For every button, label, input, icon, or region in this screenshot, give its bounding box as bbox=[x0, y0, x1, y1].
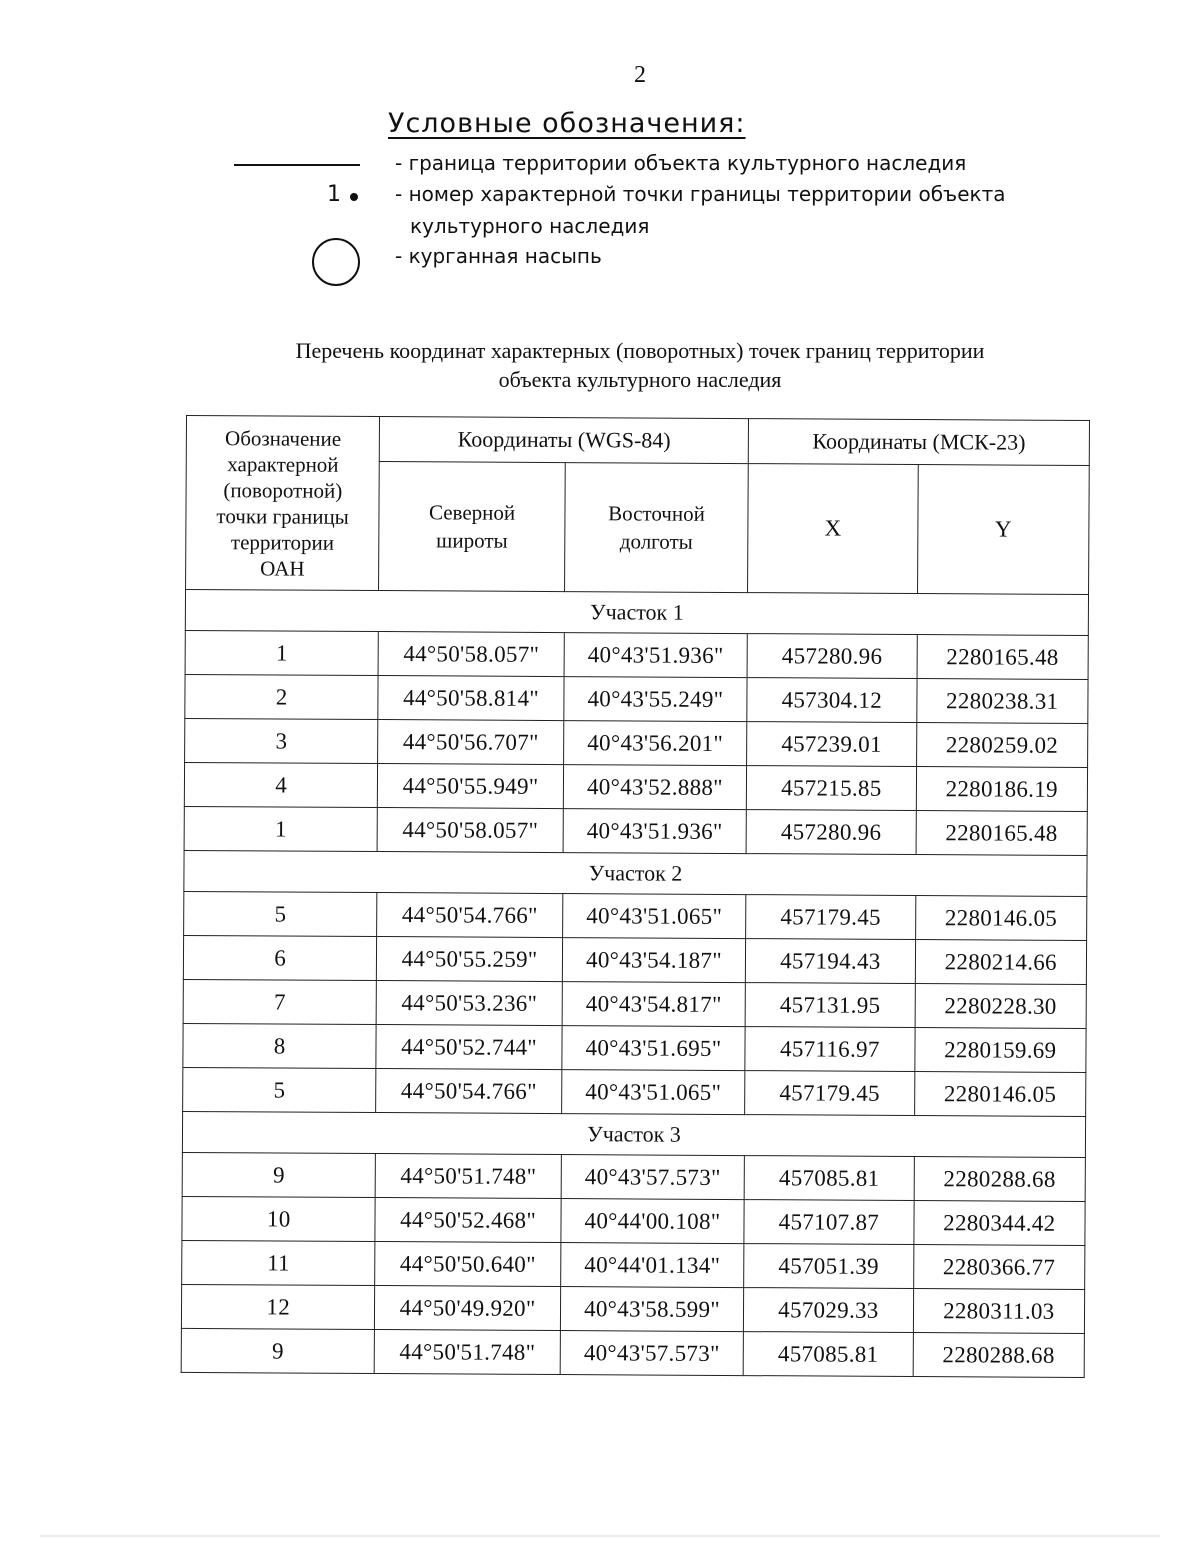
legend-text-point: - номер характерной точки границы территории объекта bbox=[395, 182, 1006, 206]
cell-y: 2280259.02 bbox=[916, 723, 1088, 768]
header-x: X bbox=[748, 464, 918, 594]
table-row bbox=[185, 674, 1088, 723]
cell-x: 457280.96 bbox=[747, 634, 917, 679]
scan-artifact bbox=[40, 1535, 1160, 1537]
cell-latitude: 44°50'58.814" bbox=[378, 676, 564, 721]
legend-item-point bbox=[230, 178, 1130, 238]
cell-latitude: 44°50'52.468" bbox=[375, 1198, 561, 1243]
legend-title: Условные обозначения: bbox=[388, 108, 746, 139]
cell-x: 457179.45 bbox=[746, 895, 916, 940]
cell-latitude: 44°50'54.766" bbox=[377, 893, 563, 938]
cell-x: 457029.33 bbox=[744, 1288, 914, 1333]
cell-point-number: 6 bbox=[183, 935, 377, 980]
cell-point-number: 5 bbox=[183, 1067, 377, 1112]
table-row bbox=[182, 1196, 1085, 1245]
table-row bbox=[183, 1023, 1086, 1072]
cell-latitude: 44°50'51.748" bbox=[375, 1330, 561, 1375]
cell-point-number: 12 bbox=[181, 1284, 375, 1329]
cell-longitude: 40°43'52.888" bbox=[563, 765, 747, 810]
cell-point-number: 3 bbox=[185, 718, 379, 763]
point-marker-label: 1 bbox=[327, 182, 341, 207]
cell-longitude: 40°43'51.065" bbox=[562, 894, 746, 939]
table-row bbox=[181, 1328, 1084, 1377]
caption-line-2: объекта культурного наследия bbox=[498, 367, 782, 392]
cell-x: 457107.87 bbox=[744, 1200, 914, 1245]
table-row bbox=[183, 935, 1086, 984]
cell-latitude: 44°50'58.057" bbox=[378, 632, 564, 677]
table-caption bbox=[180, 336, 1100, 394]
section-row bbox=[182, 1111, 1085, 1157]
header-longitude bbox=[564, 463, 748, 593]
cell-y: 2280288.68 bbox=[914, 1157, 1086, 1202]
cell-y: 2280238.31 bbox=[916, 679, 1088, 724]
cell-x: 457085.81 bbox=[744, 1156, 914, 1201]
cell-longitude: 40°43'51.936" bbox=[564, 633, 748, 678]
cell-point-number: 5 bbox=[184, 891, 378, 936]
cell-y: 2280165.48 bbox=[916, 811, 1088, 856]
cell-latitude: 44°50'55.259" bbox=[377, 937, 563, 982]
cell-longitude: 40°43'57.573" bbox=[561, 1155, 745, 1200]
legend-text-boundary: - граница территории объекта культурного наследия bbox=[395, 151, 967, 175]
point-marker-icon bbox=[230, 178, 370, 218]
section-title: Участок 3 bbox=[182, 1111, 1085, 1157]
legend-item-mound bbox=[230, 244, 1130, 284]
cell-y: 2280165.48 bbox=[917, 635, 1089, 680]
section-title: Участок 2 bbox=[184, 850, 1087, 896]
cell-y: 2280146.05 bbox=[915, 896, 1087, 941]
cell-x: 457304.12 bbox=[747, 678, 917, 723]
cell-y: 2280146.05 bbox=[914, 1072, 1086, 1117]
cell-x: 457239.01 bbox=[747, 722, 917, 767]
cell-longitude: 40°43'56.201" bbox=[563, 721, 747, 766]
cell-x: 457280.96 bbox=[746, 810, 916, 855]
cell-y: 2280186.19 bbox=[916, 767, 1088, 812]
cell-x: 457131.95 bbox=[745, 983, 915, 1028]
mound-circle-icon bbox=[230, 244, 370, 284]
header-point-label-line: Обозначение bbox=[225, 425, 342, 451]
cell-longitude: 40°44'00.108" bbox=[561, 1199, 745, 1244]
cell-longitude: 40°43'55.249" bbox=[564, 677, 748, 722]
header-point-label-line: территории bbox=[230, 529, 335, 555]
table-row bbox=[181, 1284, 1084, 1333]
cell-x: 457215.85 bbox=[747, 766, 917, 811]
cell-latitude: 44°50'55.949" bbox=[378, 764, 564, 809]
cell-y: 2280214.66 bbox=[915, 940, 1087, 985]
table-row bbox=[182, 1152, 1085, 1201]
cell-longitude: 40°43'51.695" bbox=[562, 1026, 746, 1071]
header-longitude-line: Восточной bbox=[608, 501, 705, 526]
section-row bbox=[184, 850, 1087, 896]
cell-longitude: 40°43'51.936" bbox=[563, 809, 747, 854]
cell-latitude: 44°50'52.744" bbox=[376, 1025, 562, 1070]
cell-longitude: 40°43'57.573" bbox=[560, 1331, 744, 1376]
cell-point-number: 9 bbox=[181, 1328, 375, 1373]
table-row bbox=[184, 806, 1087, 855]
table-row bbox=[184, 762, 1087, 811]
cell-point-number: 8 bbox=[183, 1023, 377, 1068]
header-wgs84: Координаты (WGS-84) bbox=[380, 417, 749, 464]
header-longitude-line: долготы bbox=[619, 529, 693, 554]
cell-x: 457179.45 bbox=[745, 1071, 915, 1116]
cell-y: 2280288.68 bbox=[913, 1333, 1085, 1378]
cell-latitude: 44°50'51.748" bbox=[376, 1154, 562, 1199]
cell-y: 2280228.30 bbox=[915, 984, 1087, 1029]
header-point-label-line: ОАН bbox=[260, 555, 305, 581]
cell-x: 457051.39 bbox=[744, 1244, 914, 1289]
cell-point-number: 1 bbox=[185, 630, 379, 675]
cell-point-number: 11 bbox=[182, 1240, 376, 1285]
header-point-label-line: точки границы bbox=[216, 503, 349, 529]
cell-x: 457116.97 bbox=[745, 1027, 915, 1072]
header-point-label-line: характерной bbox=[227, 451, 339, 477]
cell-y: 2280366.77 bbox=[913, 1245, 1085, 1290]
section-title: Участок 1 bbox=[185, 589, 1088, 635]
cell-x: 457085.81 bbox=[743, 1332, 913, 1377]
cell-latitude: 44°50'50.640" bbox=[375, 1242, 561, 1287]
cell-longitude: 40°43'58.599" bbox=[560, 1287, 744, 1332]
cell-longitude: 40°43'54.187" bbox=[562, 938, 746, 983]
cell-point-number: 4 bbox=[184, 762, 378, 807]
legend-text-mound: - курганная насыпь bbox=[395, 244, 602, 268]
cell-x: 457194.43 bbox=[746, 939, 916, 984]
coordinates-table bbox=[181, 415, 1090, 1378]
table-row bbox=[182, 1240, 1085, 1289]
cell-latitude: 44°50'56.707" bbox=[378, 720, 564, 765]
table-row bbox=[185, 630, 1088, 679]
page-number: 2 bbox=[634, 62, 646, 88]
cell-point-number: 7 bbox=[183, 979, 377, 1024]
header-point-label-line: (поворотной) bbox=[223, 477, 343, 503]
cell-latitude: 44°50'54.766" bbox=[376, 1069, 562, 1114]
caption-line-1: Перечень координат характерных (поворотных) точек границ территории bbox=[295, 338, 985, 363]
cell-y: 2280344.42 bbox=[913, 1201, 1085, 1246]
cell-point-number: 9 bbox=[182, 1152, 376, 1197]
table-row bbox=[184, 891, 1087, 940]
cell-longitude: 40°43'54.817" bbox=[562, 982, 746, 1027]
cell-point-number: 1 bbox=[184, 806, 378, 851]
header-latitude bbox=[379, 462, 565, 592]
legend-text-point-cont: культурного наследия bbox=[410, 214, 650, 238]
cell-latitude: 44°50'53.236" bbox=[377, 981, 563, 1026]
header-y: Y bbox=[917, 465, 1089, 595]
cell-longitude: 40°43'51.065" bbox=[561, 1070, 745, 1115]
header-point-label bbox=[186, 415, 380, 590]
cell-point-number: 2 bbox=[185, 674, 379, 719]
header-latitude-line: Северной bbox=[428, 500, 516, 525]
header-latitude-line: широты bbox=[436, 528, 508, 553]
table-row bbox=[183, 1067, 1086, 1116]
cell-longitude: 40°44'01.134" bbox=[560, 1243, 744, 1288]
header-msk23: Координаты (МСК-23) bbox=[748, 419, 1089, 466]
cell-y: 2280159.69 bbox=[914, 1028, 1086, 1073]
section-row bbox=[185, 589, 1088, 635]
table-body bbox=[181, 589, 1088, 1377]
table-row bbox=[183, 979, 1086, 1028]
table-row bbox=[185, 718, 1088, 767]
cell-point-number: 10 bbox=[182, 1196, 376, 1241]
cell-latitude: 44°50'58.057" bbox=[378, 808, 564, 853]
cell-y: 2280311.03 bbox=[913, 1289, 1085, 1334]
cell-latitude: 44°50'49.920" bbox=[375, 1286, 561, 1331]
